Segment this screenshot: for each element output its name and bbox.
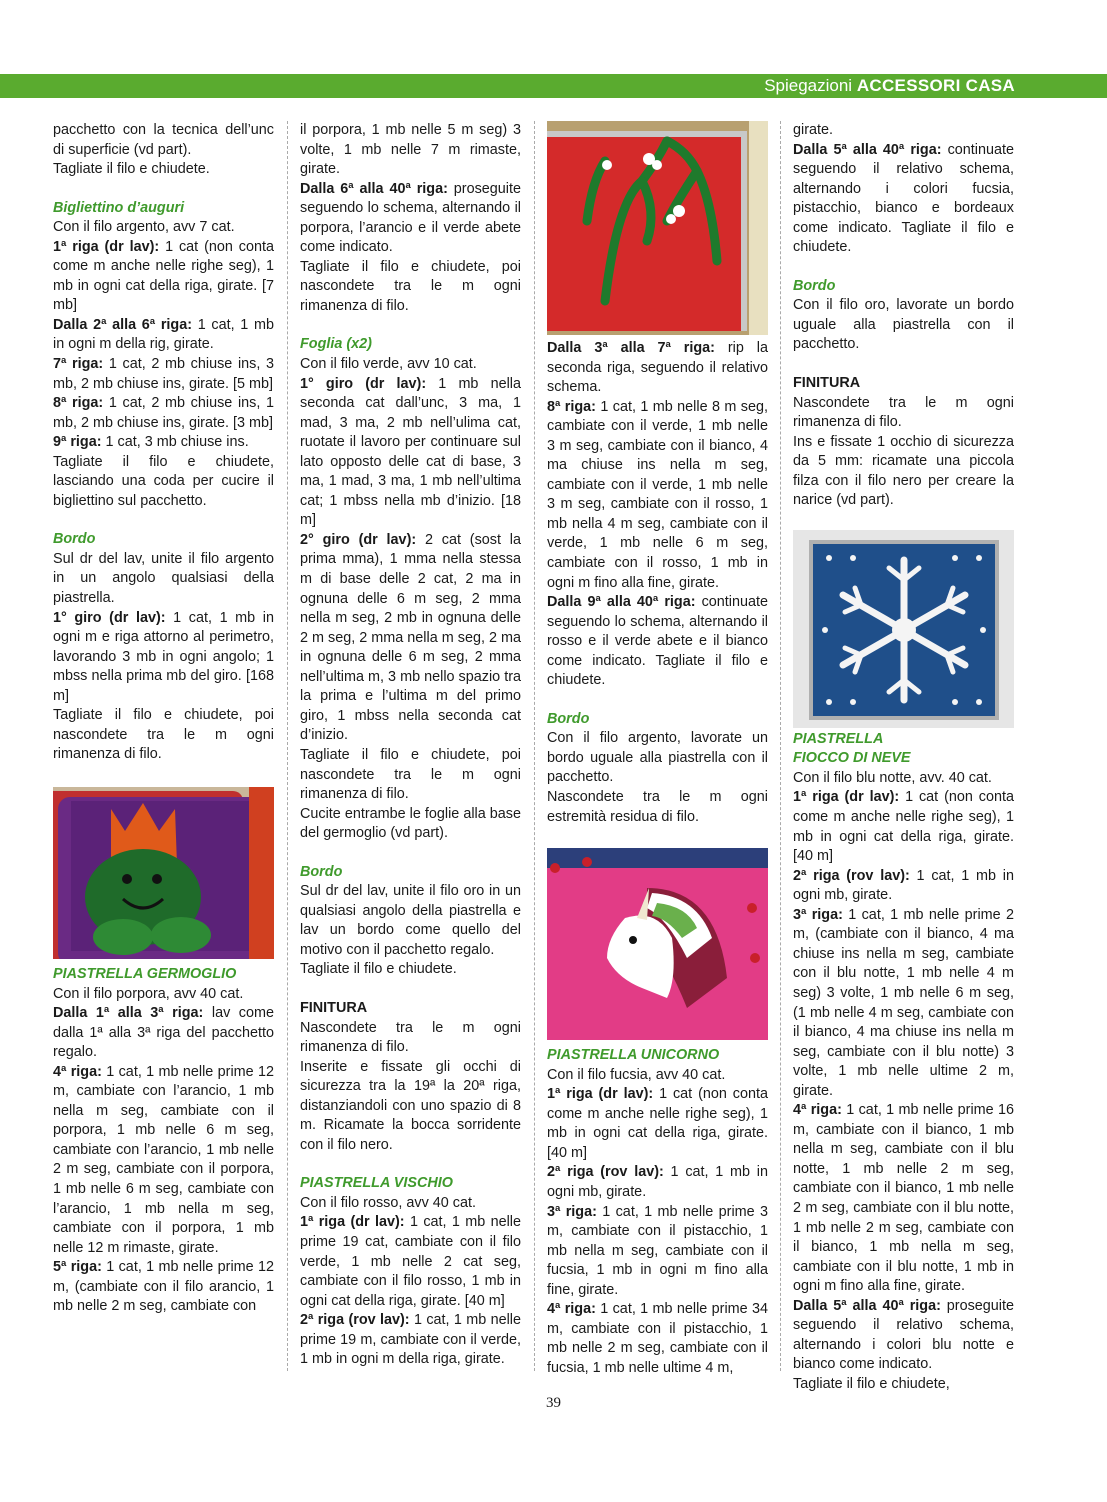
row-label: 9ª riga: (53, 434, 102, 451)
paragraph: Ins e fissate 1 occhio di sicurezza da 5 mm: ricamate una piccola filza con il filo nero per creare la narice (vd part). (793, 433, 1014, 509)
row-label: 2ª riga (rov lav): (793, 867, 910, 884)
row-label: Dalla 1ª alla 3ª riga: (53, 1005, 204, 1022)
instruction-row (53, 238, 274, 316)
paragraph: Nascondete tra le m ogni rimanenza di filo. (300, 1019, 521, 1056)
row-label: 1ª riga (dr lav): (547, 1086, 654, 1103)
row-text: 2 cat (sost la prima mma), 1 mma nella stessa m di base delle 2 cat, 2 ma in ognuna delle 6 m seg, 2 mma nella m seg, 2 mb in ognuna delle 2 m seg, 2 mma nella m seg, 2 ma in ognuna delle 6 m seg, 2 mma nell’ultima m, 3 mb nello spazio tra la prima e l’ultima m del primo giro, 1 mbss nella seconda cat d’inizio. (300, 531, 521, 744)
row-label: 1ª riga (dr lav): (53, 238, 160, 255)
row-label: Dalla 2ª alla 6ª riga: (53, 316, 193, 333)
row-text: 1 cat, 1 mb nelle prime 12 m, cambiate con l’arancio, 1 mb nella m seg, cambiate con il porpora, 1 mb nelle 6 m seg, cambiate con l’arancio, 1 mb nelle 2 m seg, cambiate con il porpora, 1 mb nelle 6 m seg, cambiate con l’arancio, 1 mb nella m seg, cambiate con il porpora, 1 mb nelle 12 m rimaste, girate. (53, 1063, 275, 1256)
photo-germoglio-tile (53, 787, 274, 959)
row-label: 3ª riga: (547, 1203, 597, 1220)
row-text: 1 mb nella seconda cat dall’unc, 3 ma, 1 mad, 3 ma, 2 mb nell’ulima cat, ruotate il lavoro per continuare sul lato opposto delle cat di base, 3 ma, 1 mad, 3 ma, 1 mb nell’ultima cat; 1 mbss nella mb d’inizio. [18 m] (300, 375, 521, 529)
row-label: 4ª riga: (53, 1063, 102, 1080)
paragraph: Sul dr del lav, unite il filo oro in un qualsiasi angolo della piastrella e lav un bordo come quello del motivo con il pacchetto regalo. (300, 883, 521, 958)
instruction-row (547, 1085, 768, 1163)
row-label: 4ª riga: (793, 1102, 842, 1119)
row-label: Dalla 3ª alla 7ª riga: (547, 340, 715, 356)
instruction-row (793, 141, 1014, 258)
section-heading-vischio: PIASTRELLA VISCHIO (300, 1175, 453, 1192)
row-text: 1 cat, 2 mb chiuse ins, 3 mb, 2 mb chiuse ins, girate. [5 mb] (53, 356, 274, 392)
row-text: 1 cat, 3 mb chiuse ins. (101, 434, 249, 451)
row-text: proseguite seguendo lo schema, alternando il porpora, l’arancio e il verde abete come indicato. (300, 180, 522, 256)
paragraph: Con il filo blu notte, avv. 40 cat. (793, 769, 992, 786)
instruction-row (53, 1258, 274, 1317)
section-heading-fiocco-2: FIOCCO DI NEVE (793, 750, 911, 767)
section-label: Spiegazioni (764, 76, 853, 95)
paragraph: Tagliate il filo e chiudete, poi nascondete tra le m ogni rimanenza di filo. (300, 746, 521, 803)
row-label: 1° giro (dr lav): (300, 375, 427, 392)
column-4 (793, 121, 1014, 1394)
section-title: ACCESSORI CASA (856, 76, 1015, 95)
row-text: 1 cat, 1 mb nelle prime 19 m, cambiate con il verde, 1 mb in ogni m della riga, girate. (300, 1312, 521, 1368)
row-label: 2ª riga (rov lav): (300, 1312, 410, 1329)
paragraph: Con il filo rosso, avv 40 cat. (300, 1194, 476, 1211)
section-heading-germoglio: PIASTRELLA GERMOGLIO (53, 965, 237, 982)
row-label: Dalla 6ª alla 40ª riga: (300, 180, 448, 197)
instruction-row (300, 1311, 521, 1370)
paragraph: Con il filo argento, lavorate un bordo uguale alla piastrella con il pacchetto. (547, 730, 768, 786)
row-text: continuate seguendo il relativo schema, alternando i colori fucsia, pistacchio, bianco e bordeaux come indicato. Tagliate il filo e chiudete. (793, 141, 1014, 256)
row-label: Dalla 9ª alla 40ª riga: (547, 594, 696, 611)
column-separator (287, 121, 288, 1371)
paragraph: Tagliate il filo e chiudete. (53, 161, 210, 178)
row-text: 1 cat, 1 mb nelle prime 16 m, cambiate con il bianco, 1 mb nella m seg, cambiate con il blu notte, 1 mb nelle 2 m seg, cambiate con il bianco, 1 mb nelle 2 m seg, cambiate con il blu notte, 1 mb nelle 2 m seg, cambiate con il bianco, 1 mb nella m seg, cambiate con il blu notte, 1 mb in ogni m fino alla fine, girate. (793, 1102, 1015, 1295)
instruction-row (300, 1213, 521, 1311)
paragraph: Tagliate il filo e chiudete. (300, 961, 457, 978)
paragraph: Con il filo verde, avv 10 cat. (300, 356, 477, 373)
instruction-row (793, 867, 1014, 906)
row-label: Dalla 5ª alla 40ª riga: (793, 1297, 941, 1314)
column-2 (300, 121, 521, 1370)
row-text: 1 cat, 1 mb nelle 8 m seg, cambiate con il verde, 1 mb nelle 3 m seg, cambiate con il bianco, 4 ma chiuse ins nella m seg, cambiate con il verde, 1 mb nelle 3 m seg, cambiate con il rosso, 1 mb nella 4 m seg, cambiate con il verde, 1 mb nelle 6 m seg, cambiate con il rosso, 1 mb in ogni m fino alla fine, girate. (547, 398, 769, 591)
row-text: 1 cat, 1 mb in ogni m e riga attorno al perimetro, lavorando 3 mb in ogni angolo; 1 mbss nella prima mb del giro. [168 m] (53, 609, 274, 704)
column-separator (534, 121, 535, 1371)
section-heading-biglietto: Bigliettino d’auguri (53, 199, 185, 216)
instruction-row (53, 1063, 274, 1258)
paragraph: Inserite e fissate gli occhi di sicurezza tra la 19ª la 20ª riga, distanziandoli con uno spazio di 8 m. Ricamate la bocca sorridente con il filo nero. (300, 1058, 521, 1153)
instruction-row (300, 180, 521, 258)
column-1 (53, 121, 274, 1317)
row-label: 3ª riga: (793, 906, 843, 923)
instruction-row (53, 433, 274, 453)
instruction-row (547, 398, 768, 593)
instruction-row (547, 593, 768, 691)
row-text: 1 cat, 1 mb in ogni mb, girate. (793, 867, 1014, 904)
row-text: rip la seconda riga, seguendo il relativo schema. (547, 340, 768, 396)
row-text: 1 cat, 1 mb nelle prime 3 m, cambiate con il pistacchio, 1 mb nella m seg, cambiate con il fucsia, 1 mb in ogni m fino alla fine, girate. (547, 1203, 769, 1298)
row-text: 1 cat, 2 mb chiuse ins, 1 mb, 2 mb chiuse ins, girate. [3 mb] (53, 395, 274, 431)
instruction-row (793, 906, 1014, 1101)
instruction-row (793, 1297, 1014, 1375)
section-heading-bordo: Bordo (793, 277, 836, 294)
paragraph: Tagliate il filo e chiudete, (793, 1375, 950, 1392)
row-label: 1° giro (dr lav): (53, 609, 166, 626)
section-heading-bordo: Bordo (300, 863, 343, 880)
row-label: 4ª riga: (547, 1301, 596, 1318)
paragraph: Sul dr del lav, unite il filo argento in un angolo qualsiasi della piastrella. (53, 550, 274, 607)
row-label: 2° giro (dr lav): (300, 531, 417, 548)
paragraph: Con il filo porpora, avv 40 cat. (53, 985, 244, 1002)
row-label: 1ª riga (dr lav): (300, 1214, 405, 1231)
paragraph: Tagliate il filo e chiudete, poi nascondete tra le m ogni rimanenza di filo. (53, 707, 274, 763)
row-label: 5ª riga: (53, 1259, 102, 1276)
section-band (0, 74, 1107, 98)
instruction-row (53, 355, 274, 394)
row-label: Dalla 5ª alla 40ª riga: (793, 141, 942, 158)
row-text: proseguite seguendo il relativo schema, alternando i colori blu notte e bianco come indicato. (793, 1297, 1015, 1373)
paragraph: Con il filo fucsia, avv 40 cat. (547, 1066, 726, 1083)
instruction-row (547, 1163, 768, 1202)
paragraph: Tagliate il filo e chiudete, lasciando una coda per cucire il bigliettino sul pacchetto. (53, 453, 274, 509)
page-number: 39 (546, 1395, 561, 1411)
instruction-row (547, 339, 768, 398)
instruction-row (53, 1004, 274, 1063)
section-heading-fiocco-1: PIASTRELLA (793, 730, 884, 747)
row-text: 1 cat, 1 mb nelle prime 19 cat, cambiate con il filo verde, 1 mb nelle 2 cat seg, cambiate con il filo rosso, 1 mb in ogni cat della riga, girate. [40 m] (300, 1214, 521, 1309)
paragraph: girate. (793, 122, 833, 138)
row-label: 1ª riga (dr lav): (793, 789, 900, 806)
section-heading-bordo: Bordo (547, 710, 590, 727)
instruction-row (53, 316, 274, 355)
paragraph: Con il filo oro, lavorate un bordo uguale alla piastrella con il pacchetto. (793, 297, 1014, 353)
row-text: 1 cat, 1 mb in ogni mb, girate. (547, 1164, 768, 1200)
row-text: 1 cat, 1 mb nelle prime 12 m, (cambiate con il filo arancio, 1 mb nelle 2 m seg, cambiate con (53, 1259, 275, 1315)
instruction-row (547, 1203, 768, 1301)
row-text: 1 cat (non conta come m anche nelle righe seg), 1 mb in ogni cat della riga, girate. [7 mb] (53, 238, 274, 314)
instruction-row (300, 531, 521, 746)
instruction-row (793, 788, 1014, 866)
paragraph: Nascondete tra le m ogni estremità residua di filo. (547, 789, 768, 825)
row-text: 1 cat, 1 mb nelle prime 34 m, cambiate con il pistacchio, 1 mb nelle 2 m seg, cambiate con il fucsia, 1 mb nelle ultime 4 m, (547, 1301, 769, 1376)
paragraph: il porpora, 1 mb nelle 5 m seg) 3 volte, 1 mb nelle 7 m rimaste, girate. (300, 122, 521, 178)
row-text: 1 cat, 1 mb in ogni m della rig, girate. (53, 316, 274, 353)
row-text: 1 cat, 1 mb nelle prime 2 m, (cambiate con il bianco, 4 ma chiuse ins nella m seg, cambiate con il blu notte, 1 mb nelle 4 m seg) 3 volte, 1 mb nelle 6 m seg, (1 mb nelle 4 m seg, cambiate con il bianco, 4 ma chiuse ins nella m seg, cambiate con il blu notte) 3 volte, 1 mb nelle ultime 2 m, girate. (793, 906, 1015, 1099)
section-header (764, 76, 1015, 96)
photo-fiocco-di-neve-tile (793, 530, 1014, 728)
column-3 (547, 121, 768, 1378)
row-text: lav come dalla 1ª alla 3ª riga del pacchetto regalo. (53, 1005, 274, 1061)
section-heading-finitura: FINITURA (793, 375, 861, 392)
paragraph: Nascondete tra le m ogni rimanenza di filo. (793, 394, 1014, 431)
row-label: 7ª riga: (53, 356, 104, 373)
instruction-row (53, 394, 274, 433)
row-text: continuate seguendo lo schema, alternando il rosso e il verde abete e il bianco come indicato. Tagliate il filo e chiudete. (547, 594, 768, 689)
instruction-row (793, 1101, 1014, 1296)
paragraph: Tagliate il filo e chiudete, poi nascondete tra le m ogni rimanenza di filo. (300, 258, 521, 314)
row-label: 8ª riga: (547, 398, 596, 415)
paragraph: pacchetto con la tecnica dell’unc di superficie (vd part). (53, 122, 274, 158)
photo-unicorno-tile (547, 848, 768, 1040)
row-label: 8ª riga: (53, 395, 104, 412)
instruction-row (300, 375, 521, 531)
section-heading-bordo: Bordo (53, 531, 96, 548)
photo-vischio-tile (547, 121, 768, 335)
paragraph: Cucite entrambe le foglie alla base del germoglio (vd part). (300, 805, 521, 842)
instruction-row (547, 1300, 768, 1378)
section-heading-unicorno: PIASTRELLA UNICORNO (547, 1047, 720, 1064)
row-label: 2ª riga (rov lav): (547, 1164, 664, 1181)
section-heading-foglia: Foglia (x2) (300, 336, 372, 353)
column-separator (780, 121, 781, 1371)
row-text: 1 cat (non conta come m anche nelle righe seg), 1 mb in ogni cat della riga, girate. [40 m] (547, 1086, 768, 1161)
section-heading-finitura: FINITURA (300, 999, 368, 1016)
paragraph: Con il filo argento, avv 7 cat. (53, 219, 235, 236)
row-text: 1 cat (non conta come m anche nelle righe seg), 1 mb in ogni cat della riga, girate. [40 m] (793, 789, 1014, 865)
instruction-row (53, 609, 274, 707)
